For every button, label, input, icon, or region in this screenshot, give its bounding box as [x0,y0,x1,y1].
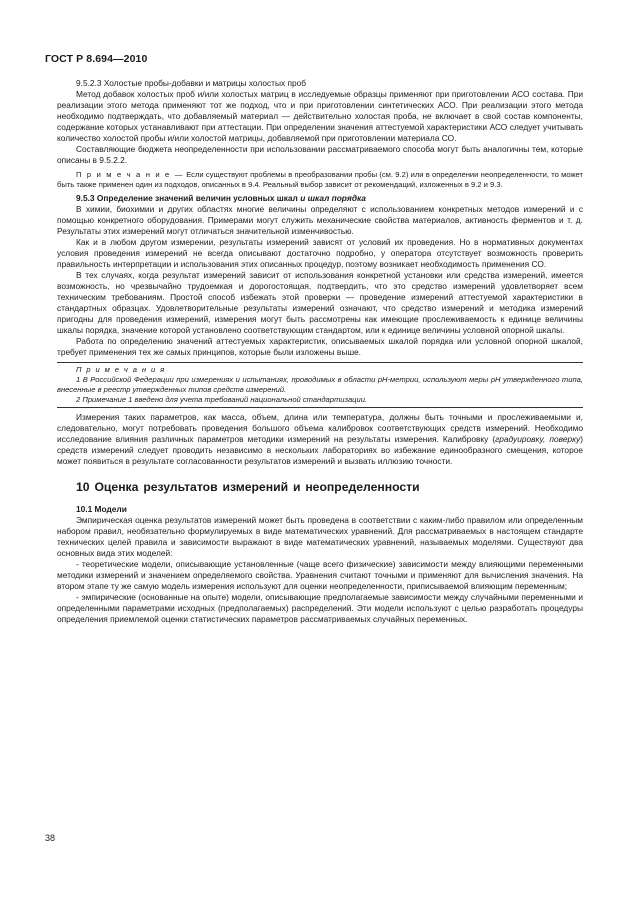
note-item: 2 Примечание 1 введено для учета требований национальной стандартизации. [76,395,368,404]
section-title-italic: и шкал порядка [300,193,366,203]
paragraph: Эмпирическая оценка результатов измерений может быть проведена в соответствии с каким-либо правилом или определенным набором правил, необязательно формулируемых в виде математических уравнений. Для рассматриваемых в настоящем стандарте технических целей правила и зависимости выражают в виде математических уравнений, называемых моделями. Существуют два основных вида этих моделей: [57,515,583,558]
paragraph-text: ) средств измерений следует проводить независимо в нескольких лабораториях во избежание единообразного смещения, которое может появиться в результате согласованности результатов измерений и вызвать иллюзию точности. [57,434,583,466]
section-10-title: 10 Оценка результатов измерений и неопределенности [76,480,420,494]
page-content [57,78,583,625]
list-item: - эмпирические (основанные на опыте) модели, описывающие предполагаемые зависимости между случайными переменными и определенными параметрами исходных (предполагаемых) распределений. Эти модели используют с целью разработать процедуры определения приемлемой оценки статистических параметров рассматриваемых случайных переменных. [57,592,583,624]
list-item: - теоретические модели, описывающие установленные (чаще всего физические) зависимости между влияющими переменными методики измерений и значением определяемого свойства. Уравнения считают точными и применяют для вычисления значения. На втором этапе ту же самую модель измерения используют для оценки неопределенности, приписываемой влияющим переменным; [57,559,583,591]
paragraph: В химии, биохимии и других областях многие величины определяют с использованием конкретных методов измерений и с помощью конкретного оборудования. Примерами могут служить механические свойства материалов, активность ферментов и т. д. Результаты этих измерений могут отличаться значительной изменчивостью. [57,204,583,236]
paragraph: Метод добавок холостых проб и/или холостых матриц в исследуемые образцы применяют при приготовлении АСО состава. При реализации этого метода применяют тот же подход, что и при приготовлении синтетических АСО. При реализации этого метода необходимо подтверждать, что добавляемый материал — действительно холостая проба, не включает в свой состав компоненты, содержание которых устанавливают при аттестации. При определении значения аттестуемой характеристики АСО следует учитывать количество холостой пробы и/или холостой матрицы, добавляемой при приготовлении материала СО. [57,89,583,143]
section-title-plain: 9.5.3 Определение значений величин условных шкал [76,193,298,203]
paragraph-italic-text: градуировку, поверку [495,434,581,444]
section-10-1-title: 10.1 Модели [76,504,127,514]
note [57,170,583,190]
paragraph [57,412,583,467]
section-9-5-2-3-title: 9.5.2.3 Холостые пробы-добавки и матрицы холостых проб [76,78,307,88]
notes-label: П р и м е ч а н и я [76,365,166,374]
page-number: 38 [45,833,56,843]
paragraph: Работа по определению значений аттестуемых характеристик, описываемых шкалой порядка или условной опорной шкалой, требует применения тех же самых принципов, которые были изложены выше. [57,336,583,357]
paragraph-text: Измерения таких параметров, как масса, объем, длина или температура, должны быть точными и прослеживаемыми и, следовательно, могут потребовать проведения большого объема калибровок соответствующих средств измерений. Необходимо исследование влияния различных параметров методики измерений на результаты измерения. Калибровку ( [57,412,583,444]
section-9-5-3-title [57,193,583,204]
paragraph: Составляющие бюджета неопределенности при использовании рассматриваемого способа могут быть аналогичны тем, которые описаны в 9.5.2.2. [57,144,583,165]
note-label: П р и м е ч а н и е — [76,170,184,179]
paragraph: Как и в любом другом измерении, результаты измерений зависят от условий их проведения. Но в нормативных документах условия проведения измерений не всегда описывают достаточно подробно, у оператора отсутствует возможность проверить правильность интерпретации и использования этих описанных процедур, поэтому возникает необходимость применения СО. [57,237,583,269]
note-item: 1 В Российской Федерации при измерениях и испытаниях, проводимых в области рН-метрии, используют меры рН утвержденного типа, внесенные в реестр утвержденных типов средств измерений. [57,375,583,394]
note-text: Если существуют проблемы в преобразовании пробы (см. 9.2) или в определении неопределенности, то может быть также применен один из подходов, описанных в 9.4. Реальный выбор зависит от рекомендаций, изложенных в 9.2 и 9.3. [57,170,583,189]
national-notes-box [57,362,583,408]
paragraph: В тех случаях, когда результат измерений зависит от использования конкретной установки или средства измерений, имеется возможность, но чрезвычайно трудоемкая и дорогостоящая, подтвердить, что это средство измерений удовлетворяет всем техническим требованиям. Простой способ избежать этой проверки — проведение измерений аттестуемой характеристики в стандартных образцах. Удовлетворительные результаты измерений означают, что средство измерений и методика измерений пригодны для проведения измерений, измерения могут быть рассмотрены как имеющие прослеживаемость к единице величины шкалы порядка, значение которой установлено соответствующим стандартом, или к единице величины условной опорной шкалы. [57,270,583,335]
running-header: ГОСТ Р 8.694—2010 [45,53,148,65]
